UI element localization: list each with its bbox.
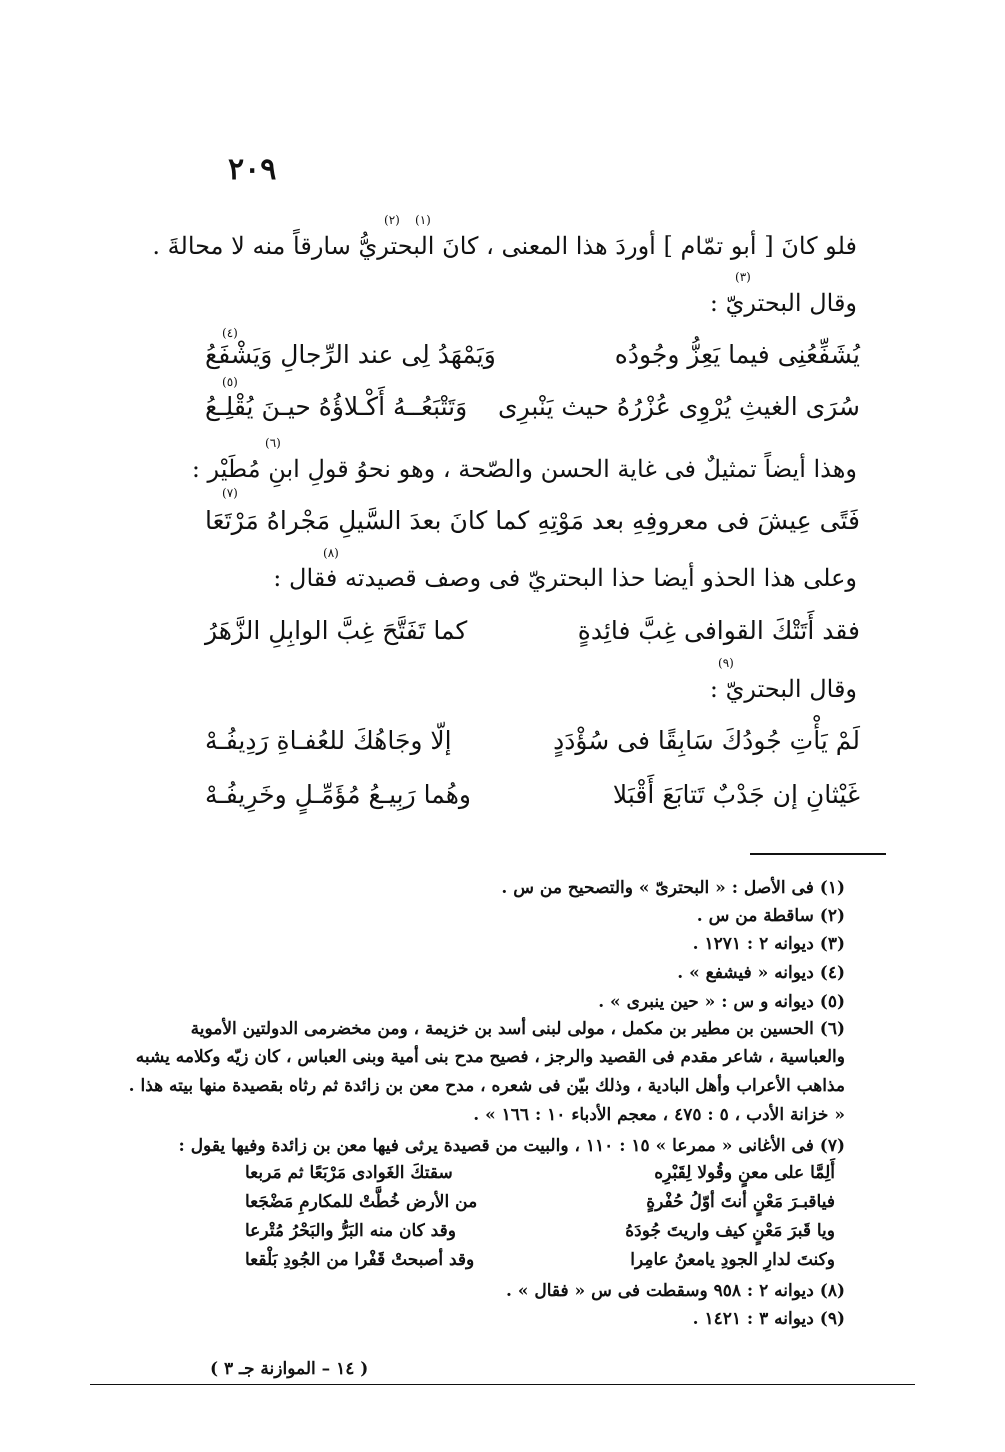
verse-1 bbox=[205, 340, 860, 384]
verse-5-first-hemistich: لَمْ يَأْتِ جُودُكَ سَابِقًا فى سُؤْدَدٍ bbox=[553, 726, 860, 755]
verse-4-second-hemistich: كما تَفَتَّحَ غِبَّ الوابِلِ الزَّهَرُ bbox=[205, 616, 468, 645]
footnote-9: (٩) ديوانه ٣ : ١٤٢١ . bbox=[692, 1309, 845, 1329]
footnote-5: (٥) ديوانه و س : « حين ينبرى » . bbox=[598, 992, 845, 1012]
footnote-7-verse-1-first: أَلِمَّا على معنٍ وقُولا لِقَبْرِه bbox=[654, 1163, 835, 1183]
verse-6-first-hemistich: غَيْثانِ إن جَدْبٌ تَتابَعَ أَقْبَلا bbox=[612, 780, 860, 809]
prose-line-1: فلو كانَ [ أبو تمّام ] أوردَ هذا المعنى ، كانَ البحتريُّ سارقاً منه لا محالةَ . bbox=[152, 232, 857, 260]
prose-line-5: وقال البحتريّ : bbox=[709, 675, 857, 703]
footnote-marker-8: (٨) bbox=[323, 546, 339, 560]
verse-3 bbox=[205, 506, 860, 550]
footnote-marker-5: (٥) bbox=[222, 375, 238, 389]
verse-6 bbox=[205, 780, 860, 824]
verse-5 bbox=[205, 726, 860, 770]
verse-6-second-hemistich: وهُما رَبِيـعُ مُؤَمِّـلٍ وخَرِيفُـهْ bbox=[205, 780, 471, 809]
footnote-4: (٤) ديوانه « فيشفع » . bbox=[677, 963, 845, 983]
footnote-marker-6: (٦) bbox=[265, 436, 281, 450]
verse-2 bbox=[205, 392, 860, 436]
footnote-7-verse-1-second: سقتكَ الغَوادى مَرْبَعًا ثم مَربعا bbox=[245, 1163, 453, 1183]
footnote-8: (٨) ديوانه ٢ : ٩٥٨ وسقطت فى س « فقال » . bbox=[505, 1281, 845, 1301]
footnote-marker-7: (٧) bbox=[222, 486, 238, 500]
verse-4-first-hemistich: فقد أَتَتْكَ القوافى غِبَّ فائِدةٍ bbox=[577, 616, 860, 645]
footnote-7-verse-2 bbox=[245, 1192, 835, 1220]
footnote-7-verse-4-second: وقد أصبحتْ قَفْرا من الجُودِ بَلْقعا bbox=[245, 1250, 475, 1270]
verse-2-second-hemistich: وَتَتْبَعُــهُ أَكْـلاؤُهُ حيـنَ يُقْلِـعُ bbox=[205, 392, 468, 421]
footnote-6-line-2: والعباسية ، شاعر مقدم فى القصيد والرجز ، فصيح مدح بنى أمية وبنى العباس ، كان زيّه وكلامه يشبه bbox=[135, 1047, 845, 1067]
footnote-marker-3: (٣) bbox=[735, 270, 751, 284]
footnote-7-verse-1 bbox=[245, 1163, 835, 1191]
verse-2-first-hemistich: سُرَى الغيثِ يُرْوِى عُزْرُهُ حيث يَنْبرِى bbox=[498, 392, 860, 421]
prose-line-2: وقال البحتريّ : bbox=[709, 289, 857, 317]
footnote-marker-9: (٩) bbox=[718, 656, 734, 670]
prose-line-3: وهذا أيضاً تمثيلٌ فى غاية الحسن والصّحة ، وهو نحوُ قولِ ابنِ مُطَيْر : bbox=[191, 455, 857, 483]
verse-3-first-hemistich: فَتًى عِيشَ فى معروفِهِ بعد مَوْتِهِ bbox=[537, 506, 860, 535]
footnote-7-verse-2-first: فياقبـرَ مَعْنٍ أنتَ أوّلُ حُفْرةٍ bbox=[646, 1192, 835, 1212]
footnote-separator bbox=[750, 853, 886, 855]
footnote-7-verse-3-second: وقد كان منه البَرُّ والبَحْرُ مُتْرعا bbox=[245, 1221, 456, 1241]
footnote-marker-2: (٢) bbox=[384, 213, 400, 227]
page-bottom-rule bbox=[90, 1384, 915, 1385]
verse-1-second-hemistich: وَيَمْهَدُ لِى عند الرِّجالِ وَيَشْفَعُ bbox=[205, 340, 496, 369]
prose-line-4: وعلى هذا الحذو أيضا حذا البحتريّ فى وصف قصيدته فقال : bbox=[273, 564, 857, 592]
signature-mark: ( ١٤ – الموازنة جـ ٣ ) bbox=[210, 1359, 369, 1379]
footnote-marker-1: (١) bbox=[415, 213, 431, 227]
footnote-7-verse-3-first: ويا قَبرَ مَعْنٍ كيف واريتَ جُودَهُ bbox=[625, 1221, 835, 1241]
footnote-7-verse-4 bbox=[245, 1250, 835, 1278]
footnote-3: (٣) ديوانه ٢ : ١٢٧١ . bbox=[692, 934, 845, 954]
page-number: ٢٠٩ bbox=[228, 152, 277, 187]
footnote-7-verse-3 bbox=[245, 1221, 835, 1249]
footnote-7-verse-2-second: من الأرض خُطَّتْ للمكارمِ مَضْجَعا bbox=[245, 1192, 478, 1212]
verse-4 bbox=[205, 616, 860, 660]
footnote-2: (٢) ساقطة من س . bbox=[696, 906, 845, 926]
footnote-6-line-1: (٦) الحسين بن مطير بن مكمل ، مولى لبنى أسد بن خزيمة ، ومن مخضرمى الدولتين الأموية bbox=[190, 1019, 845, 1039]
footnote-6-line-3: مذاهب الأعراب وأهل البادية ، وذلك بيّن فى شعره ، مدح معن بن زائدة ثم رثاه بقصيدة منها بيته هذا . bbox=[128, 1076, 845, 1096]
footnote-marker-4: (٤) bbox=[222, 326, 238, 340]
footnote-7-line-1: (٧) فى الأغانى « ممرعا » ١٥ : ١١٠ ، والبيت من قصيدة يرثى فيها معن بن زائدة وفيها يقول : bbox=[178, 1136, 845, 1156]
verse-1-first-hemistich: يُشَفِّعُنِى فيما يَعِزُّ وجُودُه bbox=[614, 340, 860, 369]
verse-3-second-hemistich: كما كانَ بعدَ السَّيلِ مَجْراهُ مَرْتَعَا bbox=[205, 506, 530, 535]
verse-5-second-hemistich: إلّا وجَاهُكَ للعُفـاةِ رَدِيفُـهْ bbox=[205, 726, 452, 755]
footnote-7-verse-4-first: وكنتَ لدارِ الجودِ يامعنُ عامِرا bbox=[630, 1250, 835, 1270]
footnote-6-line-4: « خزانة الأدب ، ٥ : ٤٧٥ ، معجم الأدباء ١٠ : ١٦٦ » . bbox=[473, 1105, 845, 1125]
footnote-1: (١) فى الأصل : « البحترىّ » والتصحيح من س . bbox=[501, 878, 845, 898]
